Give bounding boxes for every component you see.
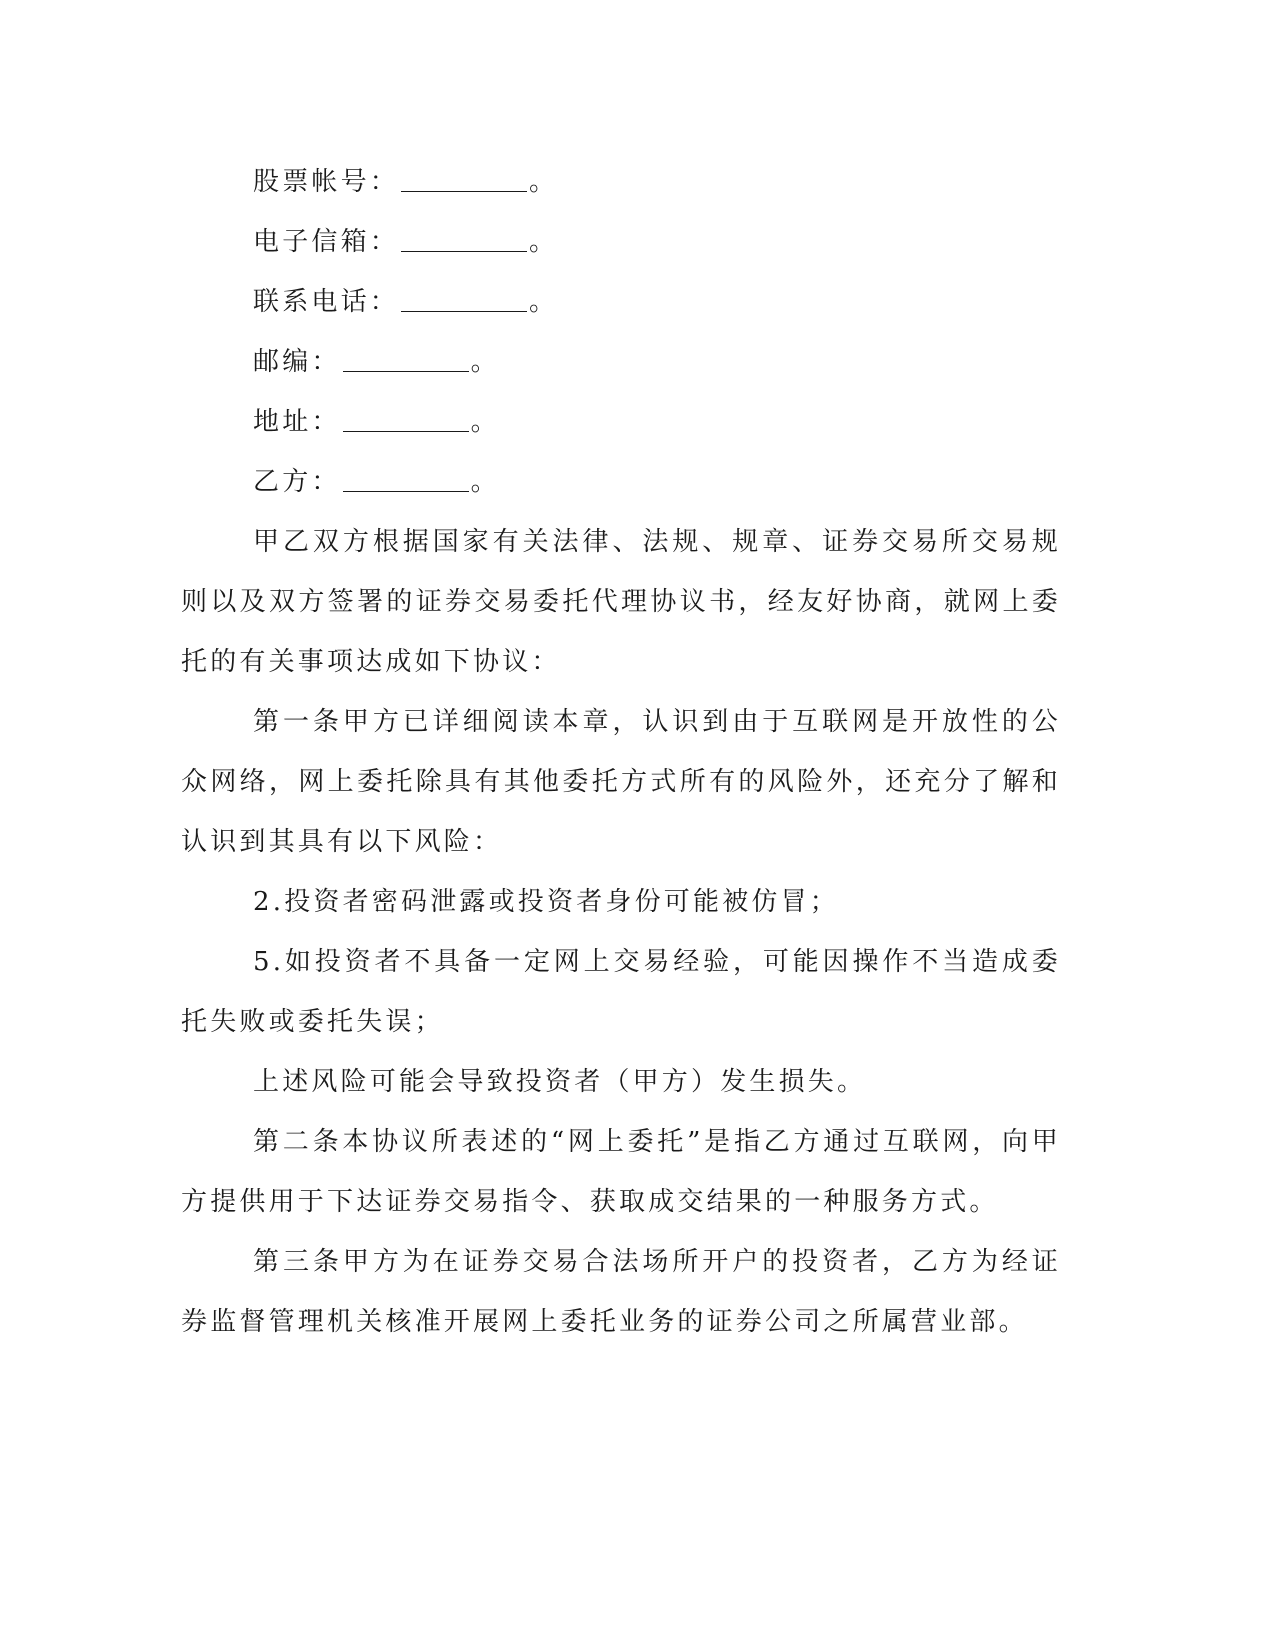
paragraph-article-3: 第三条甲方为在证券交易合法场所开户的投资者，乙方为经证券监督管理机关核准开展网上委托业务的证券公司之所属营业部。 [181, 1247, 1061, 1337]
fill-in-blank [343, 405, 469, 432]
field-suffix: 。 [470, 467, 500, 497]
fill-in-blank [343, 465, 469, 492]
field-email [181, 212, 1061, 272]
field-phone [181, 272, 1061, 332]
field-label: 地址： [253, 407, 341, 437]
field-party-b [181, 452, 1061, 512]
field-suffix: 。 [529, 287, 559, 317]
field-label: 乙方： [253, 467, 341, 497]
field-address [181, 392, 1061, 452]
field-suffix: 。 [470, 407, 500, 437]
paragraph-risk-summary: 上述风险可能会导致投资者（甲方）发生损失。 [253, 1067, 867, 1097]
fill-in-blank [401, 165, 527, 192]
field-label: 电子信箱： [253, 227, 400, 257]
paragraph-article-1: 第一条甲方已详细阅读本章，认识到由于互联网是开放性的公众网络，网上委托除具有其他委托方式所有的风险外，还充分了解和认识到其具有以下风险： [181, 707, 1061, 857]
field-suffix: 。 [529, 167, 559, 197]
document-body [181, 152, 1061, 1352]
field-postcode [181, 332, 1061, 392]
fill-in-blank [401, 225, 527, 252]
field-label: 股票帐号： [253, 167, 400, 197]
field-stock-account [181, 152, 1061, 212]
paragraph-article-2: 第二条本协议所表述的“网上委托”是指乙方通过互联网，向甲方提供用于下达证券交易指令、获取成交结果的一种服务方式。 [181, 1127, 1061, 1217]
field-label: 邮编： [253, 347, 341, 377]
paragraph-risk-2: 2.投资者密码泄露或投资者身份可能被仿冒； [253, 887, 840, 917]
fill-in-blank [401, 285, 527, 312]
field-suffix: 。 [470, 347, 500, 377]
fill-in-blank [343, 345, 469, 372]
field-suffix: 。 [529, 227, 559, 257]
paragraph-preamble: 甲乙双方根据国家有关法律、法规、规章、证券交易所交易规则以及双方签署的证券交易委托代理协议书，经友好协商，就网上委托的有关事项达成如下协议： [181, 527, 1061, 677]
paragraph-risk-5: 5.如投资者不具备一定网上交易经验，可能因操作不当造成委托失败或委托失误； [181, 947, 1061, 1037]
field-label: 联系电话： [253, 287, 400, 317]
